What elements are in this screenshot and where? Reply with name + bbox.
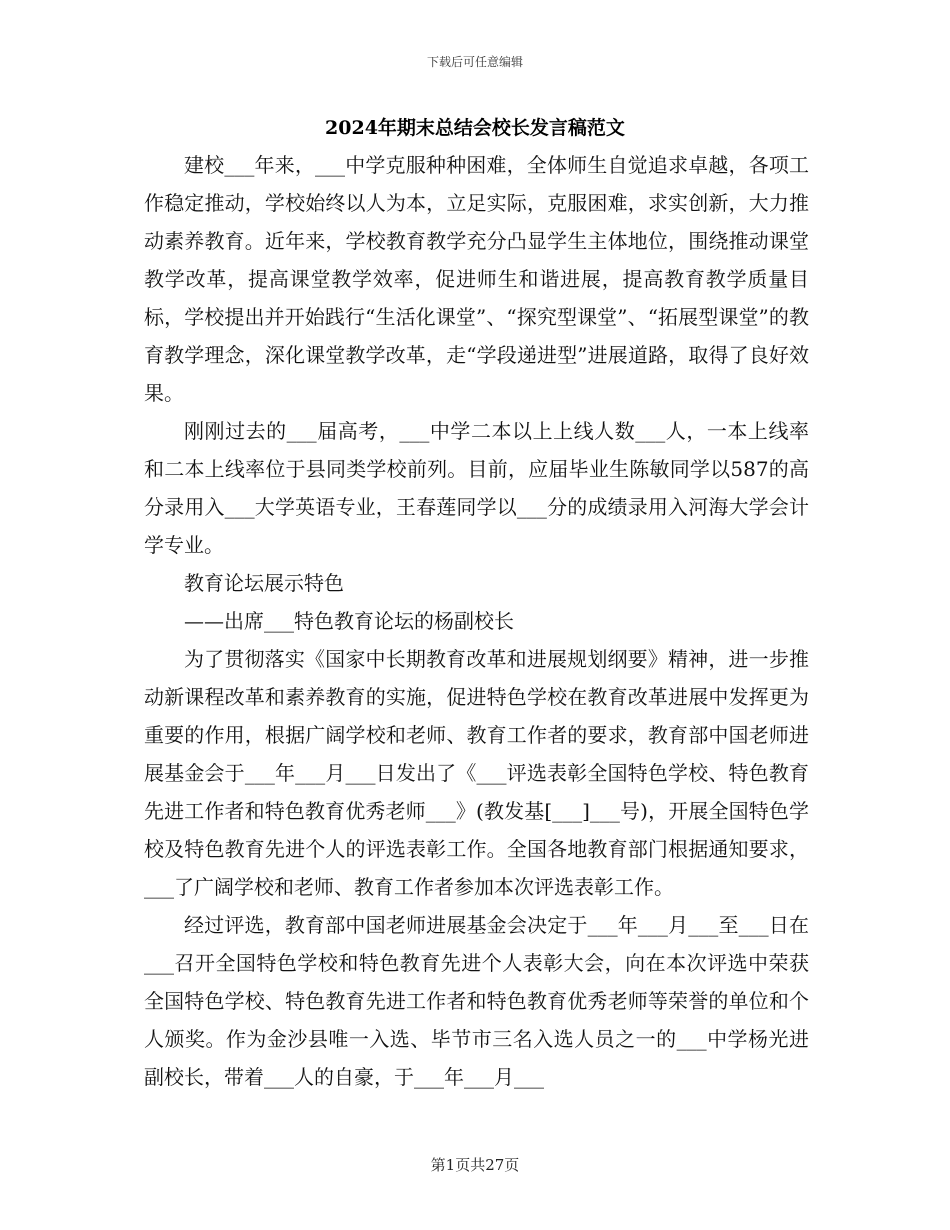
paragraph-intro: 建校___年来，___中学克服种种困难，全体师生自觉追求卓越，各项工作稳定推动，学校始终以人为本，立足实际，克服困难，求实创新，大力推动素养教育。近年来，学校教育教学充分凸显学生主体地位，围绕推动课堂教学改革，提高课堂教学效率，促进师生和谐进展，提高教育教学质量目标，学校提出并开始践行“生活化课堂”、“探究型课堂”、“拓展型课堂”的教育教学理念，深化课堂教学改革，走“学段递进型”进展道路，取得了良好效果。 [144, 153, 809, 405]
section-subheading: ——出席___特色教育论坛的杨副校长 [184, 609, 514, 633]
header-note: 下载后可任意编辑 [426, 55, 523, 69]
paragraph-exam-results: 刚刚过去的___届高考，___中学二本以上上线人数___人，一本上线率和二本上线率位于县同类学校前列。目前，应届毕业生陈敏同学以587的高分录用入___大学英语专业，王春莲同学以___分的成绩录用入河海大学会计学专业。 [144, 419, 809, 557]
document-title: 2024年期末总结会校长发言稿范文 [325, 117, 625, 139]
section-heading: 教育论坛展示特色 [184, 571, 344, 595]
page-number-footer: 第1页共27页 [430, 1156, 520, 1174]
paragraph-award: 经过评选，教育部中国老师进展基金会决定于___年___月___至___日在___召开全国特色学校和特色教育先进个人表彰大会，向在本次评选中荣获全国特色学校、特色教育先进工作者和特色教育优秀老师等荣誉的单位和个人颁奖。作为金沙县唯一入选、毕节市三名入选人员之一的___中学杨光进副校长，带着___人的自豪，于___年___月___ [144, 913, 809, 1089]
document-body [144, 146, 809, 1096]
paragraph-policy: 为了贯彻落实《国家中长期教育改革和进展规划纲要》精神，进一步推动新课程改革和素养教育的实施，促进特色学校在教育改革进展中发挥更为重要的作用，根据广阔学校和老师、教育工作者的要求，教育部中国老师进展基金会于___年___月___日发出了《___评选表彰全国特色学校、特色教育先进工作者和特色教育优秀老师___》(教发基[___]___号)，开展全国特色学校及特色教育先进个人的评选表彰工作。全国各地教育部门根据通知要求，___了广阔学校和老师、教育工作者参加本次评选表彰工作。 [144, 647, 809, 899]
